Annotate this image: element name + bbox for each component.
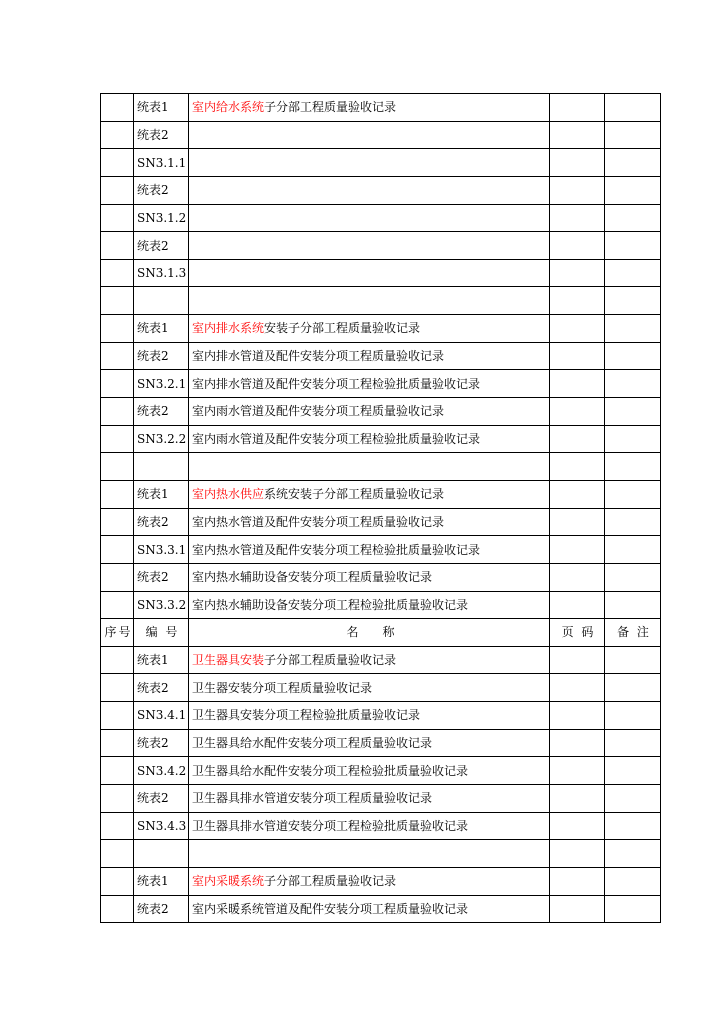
note-cell: [605, 176, 661, 204]
name-cell: [189, 480, 550, 508]
name-cell: [189, 536, 550, 564]
note-cell: [605, 840, 661, 868]
code-cell: [134, 287, 189, 315]
page-cell: [550, 729, 605, 757]
table-row: [101, 259, 661, 287]
name-cell: [189, 867, 550, 895]
table-row: [101, 674, 661, 702]
table-row: [101, 287, 661, 315]
name-text: 子分部工程质量验收记录: [264, 874, 397, 889]
code-cell: SN3.1.3: [134, 259, 189, 287]
code-cell: SN3.4.3: [134, 812, 189, 840]
table-row: [101, 453, 661, 481]
note-cell: [605, 315, 661, 343]
note-cell: [605, 729, 661, 757]
page-cell: [550, 204, 605, 232]
code-cell: SN3.3.2: [134, 591, 189, 619]
name-cell: [189, 149, 550, 177]
page-cell: [550, 867, 605, 895]
page-cell: [550, 757, 605, 785]
code-cell: [134, 840, 189, 868]
page-cell: [550, 176, 605, 204]
note-cell: [605, 287, 661, 315]
seq-cell: [101, 508, 134, 536]
name-text: 室内热水辅助设备安装分项工程质量验收记录: [192, 570, 433, 585]
note-cell: [605, 121, 661, 149]
page-cell: [550, 785, 605, 813]
table-row: [101, 370, 661, 398]
note-cell: [605, 812, 661, 840]
header-name: 名 称: [189, 619, 550, 647]
seq-cell: [101, 94, 134, 122]
name-cell: [189, 757, 550, 785]
code-cell: 统表1: [134, 94, 189, 122]
table-header-row: [101, 619, 661, 647]
note-cell: [605, 508, 661, 536]
name-cell: [189, 204, 550, 232]
note-cell: [605, 536, 661, 564]
name-cell: [189, 176, 550, 204]
page-cell: [550, 812, 605, 840]
note-cell: [605, 425, 661, 453]
code-cell: 统表2: [134, 176, 189, 204]
code-cell: 统表2: [134, 729, 189, 757]
code-cell: 统表2: [134, 895, 189, 923]
page-cell: [550, 425, 605, 453]
table-row: [101, 536, 661, 564]
table-row: [101, 176, 661, 204]
table-row: [101, 480, 661, 508]
page-cell: [550, 370, 605, 398]
page-cell: [550, 232, 605, 260]
table-row: [101, 425, 661, 453]
name-highlight: 室内给水系统: [192, 100, 265, 115]
name-text: 卫生器具给水配件安装分项工程质量验收记录: [192, 736, 433, 751]
name-text: 卫生器安装分项工程质量验收记录: [192, 680, 373, 695]
name-cell: [189, 674, 550, 702]
note-cell: [605, 453, 661, 481]
note-cell: [605, 591, 661, 619]
table-row: [101, 204, 661, 232]
name-cell: [189, 840, 550, 868]
page-cell: [550, 453, 605, 481]
code-cell: SN3.1.1: [134, 149, 189, 177]
name-cell: [189, 729, 550, 757]
table-row: [101, 702, 661, 730]
name-highlight: 室内排水系统: [192, 321, 265, 336]
name-cell: [189, 508, 550, 536]
note-cell: [605, 563, 661, 591]
table-row: [101, 646, 661, 674]
name-text: 室内热水辅助设备安装分项工程检验批质量验收记录: [192, 597, 469, 612]
table-row: [101, 591, 661, 619]
table-row: [101, 812, 661, 840]
code-cell: SN3.1.2: [134, 204, 189, 232]
seq-cell: [101, 895, 134, 923]
seq-cell: [101, 563, 134, 591]
name-text: 卫生器具排水管道安装分项工程质量验收记录: [192, 791, 433, 806]
code-cell: 统表2: [134, 563, 189, 591]
name-text: 室内采暖系统管道及配件安装分项工程质量验收记录: [192, 901, 469, 916]
header-code: 编 号: [134, 619, 189, 647]
note-cell: [605, 398, 661, 426]
code-cell: SN3.2.1: [134, 370, 189, 398]
name-cell: [189, 94, 550, 122]
code-cell: 统表2: [134, 342, 189, 370]
seq-cell: [101, 840, 134, 868]
table-row: [101, 149, 661, 177]
page-cell: [550, 287, 605, 315]
table-row: [101, 94, 661, 122]
header-note: 备 注: [605, 619, 661, 647]
note-cell: [605, 342, 661, 370]
page-cell: [550, 591, 605, 619]
note-cell: [605, 702, 661, 730]
page-cell: [550, 480, 605, 508]
header-seq: 序号: [101, 619, 134, 647]
seq-cell: [101, 370, 134, 398]
code-cell: 统表1: [134, 315, 189, 343]
note-cell: [605, 757, 661, 785]
name-cell: [189, 425, 550, 453]
note-cell: [605, 204, 661, 232]
name-cell: [189, 453, 550, 481]
seq-cell: [101, 480, 134, 508]
note-cell: [605, 785, 661, 813]
table-row: [101, 342, 661, 370]
name-cell: [189, 287, 550, 315]
page-cell: [550, 536, 605, 564]
page-cell: [550, 315, 605, 343]
name-text: 卫生器具给水配件安装分项工程检验批质量验收记录: [192, 763, 469, 778]
seq-cell: [101, 785, 134, 813]
name-cell: [189, 563, 550, 591]
name-cell: [189, 895, 550, 923]
code-cell: SN3.4.1: [134, 702, 189, 730]
note-cell: [605, 232, 661, 260]
table-body: [101, 94, 661, 923]
name-text: 子分部工程质量验收记录: [264, 653, 397, 668]
name-cell: [189, 785, 550, 813]
note-cell: [605, 646, 661, 674]
table-row: [101, 729, 661, 757]
header-page: 页 码: [550, 619, 605, 647]
seq-cell: [101, 398, 134, 426]
name-text: 安装子分部工程质量验收记录: [264, 321, 421, 336]
seq-cell: [101, 453, 134, 481]
page-cell: [550, 94, 605, 122]
code-cell: SN3.2.2: [134, 425, 189, 453]
name-text: 室内雨水管道及配件安装分项工程检验批质量验收记录: [192, 432, 481, 446]
seq-cell: [101, 259, 134, 287]
name-cell: [189, 702, 550, 730]
seq-cell: [101, 315, 134, 343]
name-text: 子分部工程质量验收记录: [264, 100, 397, 115]
seq-cell: [101, 536, 134, 564]
name-cell: [189, 370, 550, 398]
page-cell: [550, 508, 605, 536]
name-cell: [189, 121, 550, 149]
name-text: 系统安装子分部工程质量验收记录: [264, 487, 445, 502]
page-cell: [550, 702, 605, 730]
name-text: 室内排水管道及配件安装分项工程检验批质量验收记录: [192, 376, 481, 391]
seq-cell: [101, 591, 134, 619]
table-row: [101, 121, 661, 149]
note-cell: [605, 674, 661, 702]
seq-cell: [101, 204, 134, 232]
table-row: [101, 785, 661, 813]
table-row: [101, 508, 661, 536]
record-index-table: [100, 93, 661, 923]
code-cell: 统表2: [134, 232, 189, 260]
seq-cell: [101, 287, 134, 315]
page-cell: [550, 342, 605, 370]
name-cell: [189, 646, 550, 674]
page-cell: [550, 121, 605, 149]
note-cell: [605, 480, 661, 508]
page-cell: [550, 840, 605, 868]
name-cell: [189, 259, 550, 287]
table-row: [101, 315, 661, 343]
seq-cell: [101, 425, 134, 453]
code-cell: SN3.3.1: [134, 536, 189, 564]
seq-cell: [101, 867, 134, 895]
note-cell: [605, 895, 661, 923]
seq-cell: [101, 757, 134, 785]
code-cell: 统表1: [134, 480, 189, 508]
name-highlight: 卫生器具安装: [192, 653, 265, 668]
code-cell: 统表2: [134, 508, 189, 536]
table-row: [101, 840, 661, 868]
page-cell: [550, 674, 605, 702]
page-cell: [550, 895, 605, 923]
name-text: 卫生器具安装分项工程检验批质量验收记录: [192, 708, 421, 723]
name-cell: [189, 591, 550, 619]
page-cell: [550, 646, 605, 674]
note-cell: [605, 149, 661, 177]
name-highlight: 室内采暖系统: [192, 874, 265, 889]
name-text: 室内热水管道及配件安装分项工程质量验收记录: [192, 514, 445, 529]
page-cell: [550, 259, 605, 287]
page-cell: [550, 149, 605, 177]
seq-cell: [101, 646, 134, 674]
code-cell: 统表2: [134, 398, 189, 426]
table-row: [101, 757, 661, 785]
seq-cell: [101, 702, 134, 730]
note-cell: [605, 94, 661, 122]
table-row: [101, 867, 661, 895]
name-text: 室内热水管道及配件安装分项工程检验批质量验收记录: [192, 542, 481, 557]
page-cell: [550, 563, 605, 591]
name-text: 室内排水管道及配件安装分项工程质量验收记录: [192, 349, 445, 364]
code-cell: 统表2: [134, 121, 189, 149]
name-cell: [189, 232, 550, 260]
note-cell: [605, 867, 661, 895]
table-row: [101, 398, 661, 426]
name-cell: [189, 315, 550, 343]
name-text: 室内雨水管道及配件安装分项工程质量验收记录: [192, 404, 445, 419]
table-row: [101, 895, 661, 923]
name-text: 卫生器具排水管道安装分项工程检验批质量验收记录: [192, 818, 469, 833]
seq-cell: [101, 232, 134, 260]
code-cell: 统表1: [134, 646, 189, 674]
name-cell: [189, 812, 550, 840]
name-highlight: 室内热水供应: [192, 487, 265, 502]
seq-cell: [101, 176, 134, 204]
page-cell: [550, 398, 605, 426]
table-row: [101, 232, 661, 260]
code-cell: 统表2: [134, 674, 189, 702]
name-cell: [189, 398, 550, 426]
note-cell: [605, 370, 661, 398]
table-row: [101, 563, 661, 591]
seq-cell: [101, 674, 134, 702]
note-cell: [605, 259, 661, 287]
seq-cell: [101, 121, 134, 149]
seq-cell: [101, 812, 134, 840]
code-cell: 统表1: [134, 867, 189, 895]
code-cell: SN3.4.2: [134, 757, 189, 785]
name-cell: [189, 342, 550, 370]
code-cell: [134, 453, 189, 481]
seq-cell: [101, 729, 134, 757]
seq-cell: [101, 149, 134, 177]
code-cell: 统表2: [134, 785, 189, 813]
seq-cell: [101, 342, 134, 370]
